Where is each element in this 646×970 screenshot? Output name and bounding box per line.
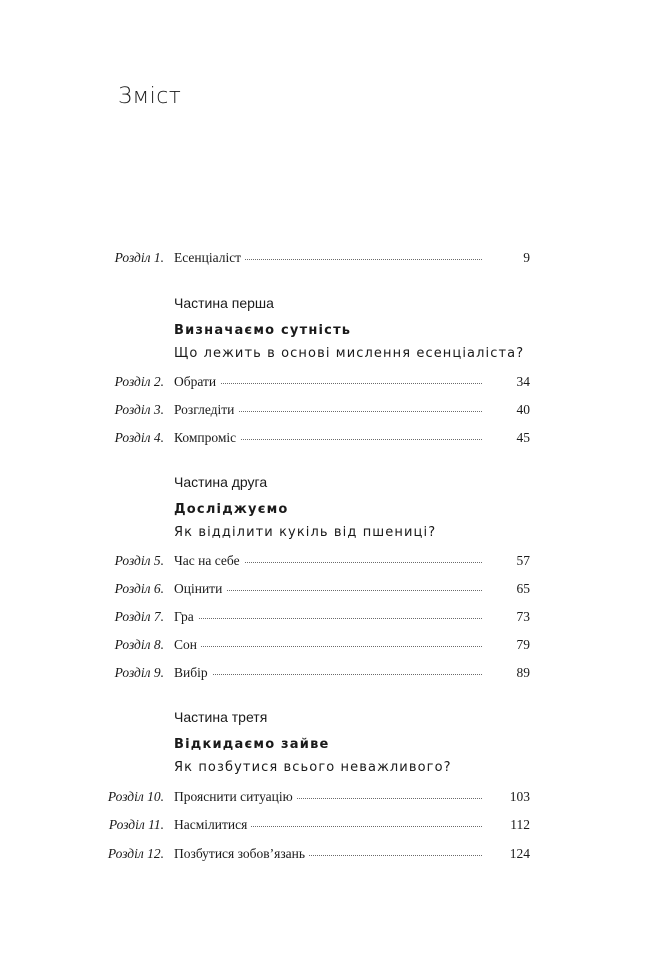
chapter-title: Оцінити [174, 581, 226, 597]
part-question: Як відділити кукіль від пшениці? [174, 525, 437, 540]
dot-leader [176, 674, 482, 675]
part-question: Що лежить в основі мислення есенціаліста? [174, 346, 525, 361]
chapter-label: Розділ 12. [107, 846, 164, 861]
toc-entry-chapter-9[interactable] [0, 665, 646, 687]
chapter-title: Насмілитися [174, 817, 251, 833]
page-number: 79 [516, 637, 530, 652]
page-number: 65 [516, 581, 530, 596]
chapter-label: Розділ 3. [114, 402, 164, 417]
page-number: 9 [523, 250, 530, 265]
chapter-label: Розділ 6. [114, 581, 164, 596]
toc-entry-chapter-3[interactable] [0, 402, 646, 424]
page-number: 57 [516, 553, 530, 568]
page-number: 73 [516, 609, 530, 624]
toc-entry-chapter-7[interactable] [0, 609, 646, 631]
toc-entry-chapter-10[interactable] [0, 789, 646, 811]
part-heading: Відкидаємо зайве [174, 737, 330, 752]
page-number: 124 [509, 846, 530, 861]
chapter-label: Розділ 4. [114, 430, 164, 445]
chapter-title: Обрати [174, 374, 220, 390]
part-label: Частина друга [174, 474, 268, 490]
page-number: 40 [516, 402, 530, 417]
part-question: Як позбутися всього неважливого? [174, 760, 452, 775]
chapter-label: Розділ 1. [114, 250, 164, 265]
chapter-title: Сон [174, 637, 201, 653]
chapter-label: Розділ 9. [114, 665, 164, 680]
page-title: Зміст [118, 84, 182, 109]
dot-leader [176, 383, 482, 384]
chapter-title: Вибір [174, 665, 212, 681]
toc-entry-chapter-5[interactable] [0, 553, 646, 575]
dot-leader [176, 618, 482, 619]
chapter-title: Розгледіти [174, 402, 238, 418]
part-label: Частина перша [174, 295, 274, 311]
toc-entry-chapter-4[interactable] [0, 430, 646, 452]
chapter-label: Розділ 5. [114, 553, 164, 568]
chapter-title: Прояснити ситуацію [174, 789, 297, 805]
chapter-label: Розділ 8. [114, 637, 164, 652]
toc-entry-chapter-11[interactable] [0, 817, 646, 839]
part-heading: Досліджуємо [174, 502, 289, 517]
chapter-label: Розділ 11. [108, 817, 164, 832]
chapter-title: Есенціаліст [174, 250, 245, 266]
page-number: 89 [516, 665, 530, 680]
toc-entry-chapter-1[interactable] [0, 250, 646, 272]
chapter-title: Час на себе [174, 553, 244, 569]
page-number: 45 [516, 430, 530, 445]
page-number: 103 [509, 789, 530, 804]
toc-entry-chapter-8[interactable] [0, 637, 646, 659]
toc-entry-chapter-6[interactable] [0, 581, 646, 603]
chapter-title: Позбутися зобов’язань [174, 846, 309, 862]
page-number: 112 [510, 817, 530, 832]
dot-leader [176, 646, 482, 647]
page-number: 34 [516, 374, 530, 389]
part-label: Частина третя [174, 709, 268, 725]
toc-entry-chapter-2[interactable] [0, 374, 646, 396]
part-heading: Визначаємо сутність [174, 323, 352, 338]
toc-entry-chapter-12[interactable] [0, 846, 646, 868]
chapter-label: Розділ 7. [114, 609, 164, 624]
chapter-title: Гра [174, 609, 198, 625]
chapter-label: Розділ 2. [114, 374, 164, 389]
chapter-title: Компроміс [174, 430, 240, 446]
chapter-label: Розділ 10. [107, 789, 164, 804]
